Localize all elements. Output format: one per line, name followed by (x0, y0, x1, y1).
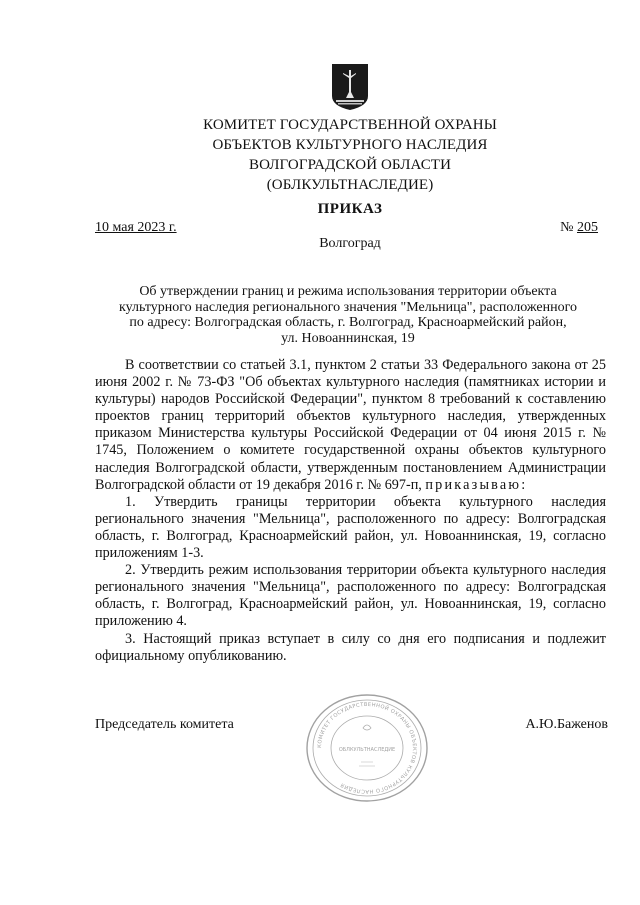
subject-line: ул. Новоаннинская, 19 (281, 330, 415, 346)
official-seal-stamp (303, 692, 431, 804)
org-line: (ОБЛКУЛЬТНАСЛЕДИЕ) (266, 177, 434, 193)
document-date: 10 мая 2023 г. (95, 220, 177, 235)
order-item: 1. Утвердить границы территории объекта культурного наследия регионального значения "Мельница", расположенного по адресу: Волгоградская область, г. Волгоград, Красноармейский район, ул. Новоаннинская, 19, согласно приложениям 1-3. (95, 493, 606, 562)
org-line: ВОЛГОГРАДСКОЙ ОБЛАСТИ (248, 157, 452, 173)
signatory-role: Председатель комитета (95, 717, 234, 732)
document-subject (95, 284, 601, 346)
subject-line: по адресу: Волгоградская область, г. Волгоград, Красноармейский район, (129, 315, 567, 330)
preamble-text: В соответствии со статьей 3.1, пунктом 2 статьи 33 Федерального закона от 25 июня 2002 г. № 73-ФЗ "Об объектах культурного наследия (памятниках истории и культуры) народов Российской Федерации", пунктом 8 требований к составлению проектов границ территорий объектов культурного наследия, утвержденных приказом Министерства культуры Российской Федерации от 04 июня 2015 г. № 1745, Положением о комитете государственной охраны объектов культурного наследия Волгоградской области, утвержденным постановлением Администрации Волгоградской области от 19 декабря 2016 г. № 697-п, (95, 357, 606, 493)
document-city: Волгоград (319, 236, 381, 251)
document-number (560, 220, 598, 236)
organization-name (140, 115, 560, 195)
number-value: 205 (577, 220, 598, 235)
subject-line: культурного наследия регионального значения "Мельница", расположенного (119, 299, 577, 315)
subject-line: Об утверждении границ и режима использования территории объекта (139, 284, 557, 299)
preamble-paragraph (95, 357, 606, 494)
orders-word: приказываю: (425, 476, 528, 493)
number-prefix: № (560, 220, 577, 235)
org-line: КОМИТЕТ ГОСУДАРСТВЕННОЙ ОХРАНЫ (203, 117, 497, 133)
org-line: ОБЪЕКТОВ КУЛЬТУРНОГО НАСЛЕДИЯ (212, 137, 488, 153)
coat-of-arms-emblem (330, 62, 370, 112)
order-item: 2. Утвердить режим использования территории объекта культурного наследия регионального значения "Мельница", расположенного по адресу: Волгоградская область, г. Волгоград, Красноармейский район, ул. Новоаннинская, 19, согласно приложению 4. (95, 562, 606, 630)
svg-text:КОМИТЕТ ГОСУДАРСТВЕННОЙ ОХРАНЫ: КОМИТЕТ ГОСУДАРСТВЕННОЙ ОХРАНЫ ОБЪЕКТОВ КУЛЬТУРНОГО НАСЛЕДИЯ (316, 701, 418, 795)
signatory-name: А.Ю.Баженов (525, 717, 608, 732)
document-type: ПРИКАЗ (317, 201, 383, 217)
document-body (95, 357, 606, 665)
svg-text:ОБЛКУЛЬТНАСЛЕДИЕ: ОБЛКУЛЬТНАСЛЕДИЕ (338, 747, 396, 753)
order-item: 3. Настоящий приказ вступает в силу со дня его подписания и подлежит официальному опубликованию. (95, 630, 606, 664)
